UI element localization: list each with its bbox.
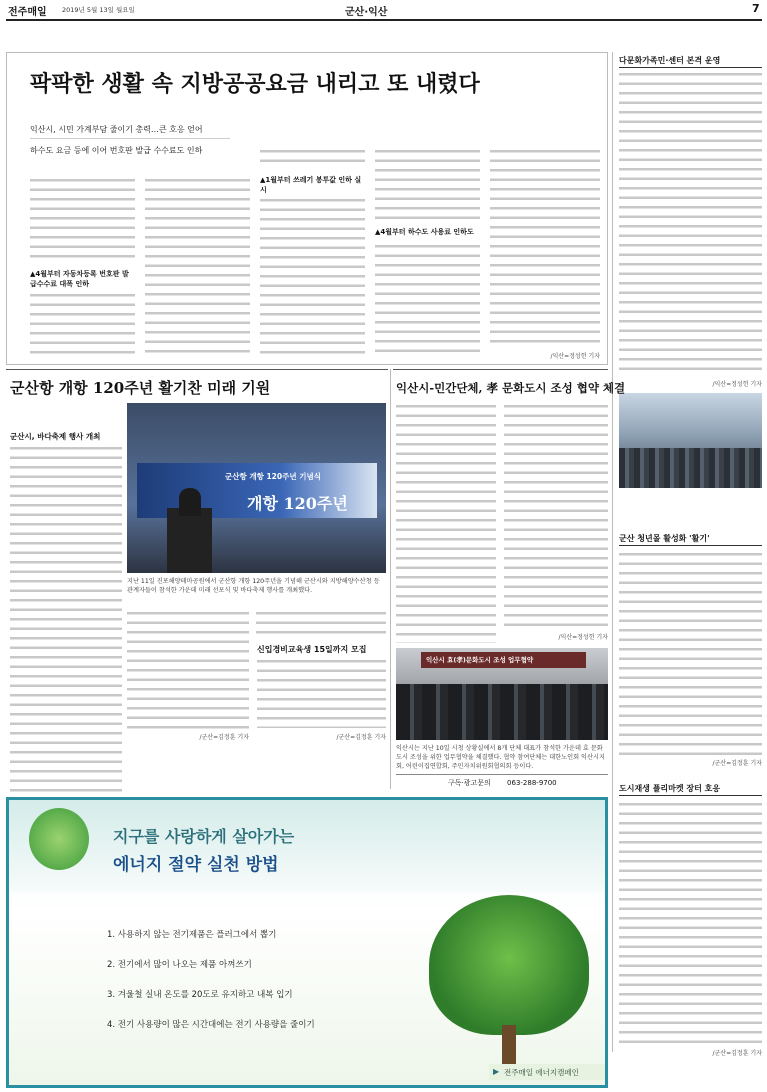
article2-body-col1 <box>10 445 122 795</box>
side3-byline: /군산=김정훈 기자 <box>712 1050 762 1057</box>
article3-photo <box>396 648 608 740</box>
article2-subhead: 군산시, 바다축제 행사 개최 <box>10 432 101 441</box>
article2-photo-speaker <box>179 488 201 516</box>
article2-body-col2 <box>127 610 249 730</box>
article3-body-col1 <box>396 403 496 643</box>
article2-photo-caption: 지난 11일 진포해양테마공원에서 군산항 개항 120주년을 기념해 군산시와 지방해양수산청 등 관계자들이 참석한 가운데 미래 선포식 및 바다축제 행사를 개최했다. <box>127 578 380 594</box>
side2-byline: /군산=김정훈 기자 <box>712 760 762 767</box>
contact-box <box>448 778 608 790</box>
contact-label: 구독·광고문의 <box>448 779 491 787</box>
side2-body <box>619 551 762 756</box>
article4-byline: /군산=김정훈 기자 <box>336 734 386 741</box>
side2-title: 군산 청년몰 활성화 '활기' <box>619 534 710 543</box>
side3-title: 도시재생 플리마켓 장터 호응 <box>619 784 721 793</box>
lead-body-col4a <box>375 148 480 223</box>
ad-hands-icon <box>29 808 89 870</box>
article3-headline: 익산시-민간단체, 孝 문화도시 조성 협약 체결 <box>396 381 626 395</box>
side1-rule <box>619 67 762 68</box>
side1-title: 다문화가족민·센터 본격 운영 <box>619 56 721 65</box>
sidebar-divider <box>612 52 613 1052</box>
article3-photo-caption: 익산시는 지난 10일 시청 상황실에서 8개 단체 대표가 참석한 가운데 효 문화도시 조성을 위한 업무협약을 체결했다. 협약 참여단체는 대한노인회 익산시지회, 어린이집연합회, 주민자치위원회협의회 등이다. <box>396 745 605 770</box>
article3-body-col2 <box>504 403 608 628</box>
lead-body-col1b <box>30 292 135 358</box>
ad-item-3: 3. 겨울철 실내 온도를 20도로 유지하고 내복 입기 <box>107 990 293 1000</box>
lead-byline: /익산=정성헌 기자 <box>550 353 600 360</box>
lead-deck-2: 하수도 요금 등에 이어 번호판 발급 수수료도 인하 <box>30 146 203 155</box>
lead-body-col3b <box>260 197 365 358</box>
header-rule <box>6 19 762 21</box>
article2-headline: 군산항 개항 120주년 활기찬 미래 기원 <box>10 379 271 397</box>
energy-ad <box>6 797 608 1088</box>
lead-deck-1: 익산시, 시민 가계부담 줄이기 총력…큰 호응 얻어 <box>30 125 203 134</box>
side2-rule <box>619 545 762 546</box>
ad-footer-label: 전주매일 에너지캠페인 <box>504 1068 579 1077</box>
ad-tree-illustration <box>429 895 589 1035</box>
brand-logo: 전주매일 <box>8 7 47 18</box>
lead-headline: 팍팍한 생활 속 지방공공요금 내리고 또 내렸다 <box>30 71 480 97</box>
article2-banner-text-2: 개항 120주년 <box>247 494 348 513</box>
side3-rule <box>619 795 762 796</box>
ad-item-2: 2. 전기에서 많이 나오는 제품 아껴쓰기 <box>107 960 252 970</box>
contact-phone: 063-288-9700 <box>507 779 557 787</box>
section-name: 군산·익산 <box>345 7 388 18</box>
ad-title-2: 에너지 절약 실천 방법 <box>113 855 279 875</box>
contact-rule <box>396 774 608 775</box>
lead-subhead-1: ▲4월부터 자동차등록 번호판 발급수수료 대폭 인하 <box>30 270 129 288</box>
side2-photo <box>619 393 762 488</box>
article4-headline: 신입경비교육생 15일까지 모집 <box>257 645 367 654</box>
side2-photo-crowd <box>619 448 762 488</box>
lead-body-col4b <box>375 243 480 358</box>
article2-photo-podium <box>167 508 212 573</box>
ad-item-1: 1. 사용하지 않는 전기제품은 플러그에서 뽑기 <box>107 930 277 940</box>
article3-photo-people <box>396 684 608 740</box>
lead-subhead-2: ▲1월부터 쓰레기 봉투값 인하 실시 <box>260 176 362 194</box>
side1-body <box>619 71 762 376</box>
article4-body <box>257 658 386 728</box>
lead-subhead-3: ▲4월부터 하수도 사용료 인하도 <box>375 228 474 236</box>
side1-byline: /익산=정성헌 기자 <box>712 381 762 388</box>
page-header <box>0 0 767 20</box>
article3-divider <box>390 369 391 789</box>
article2-byline: /군산=김정훈 기자 <box>199 734 249 741</box>
lead-body-col3a <box>260 148 365 166</box>
side3-body <box>619 801 762 1046</box>
article2-photo <box>127 403 386 573</box>
article3-byline: /익산=정성헌 기자 <box>558 634 608 641</box>
issue-date: 2019년 5월 13일 월요일 <box>62 6 135 14</box>
lead-body-col2 <box>145 177 250 358</box>
ad-tree-trunk <box>502 1025 516 1065</box>
ad-title-1: 지구를 사랑하게 살아가는 <box>113 827 295 846</box>
ad-sky <box>9 800 605 892</box>
deck-underline <box>30 138 230 139</box>
lead-body-col5 <box>490 148 600 348</box>
article2-banner-text: 군산항 개항 120주년 기념식 <box>225 472 321 481</box>
article3-top-rule <box>393 369 608 370</box>
ad-footer-icon: ▶ <box>493 1067 500 1076</box>
ad-item-4: 4. 전기 사용량이 많은 시간대에는 전기 사용량을 줄이기 <box>107 1020 315 1030</box>
article2-top-rule <box>6 369 388 370</box>
article2-body-col3 <box>256 610 386 638</box>
lead-body-col1a <box>30 177 135 263</box>
page-number: 7 <box>752 2 760 15</box>
article3-banner-text: 익산시 효(孝)문화도시 조성 업무협약 <box>426 656 534 664</box>
